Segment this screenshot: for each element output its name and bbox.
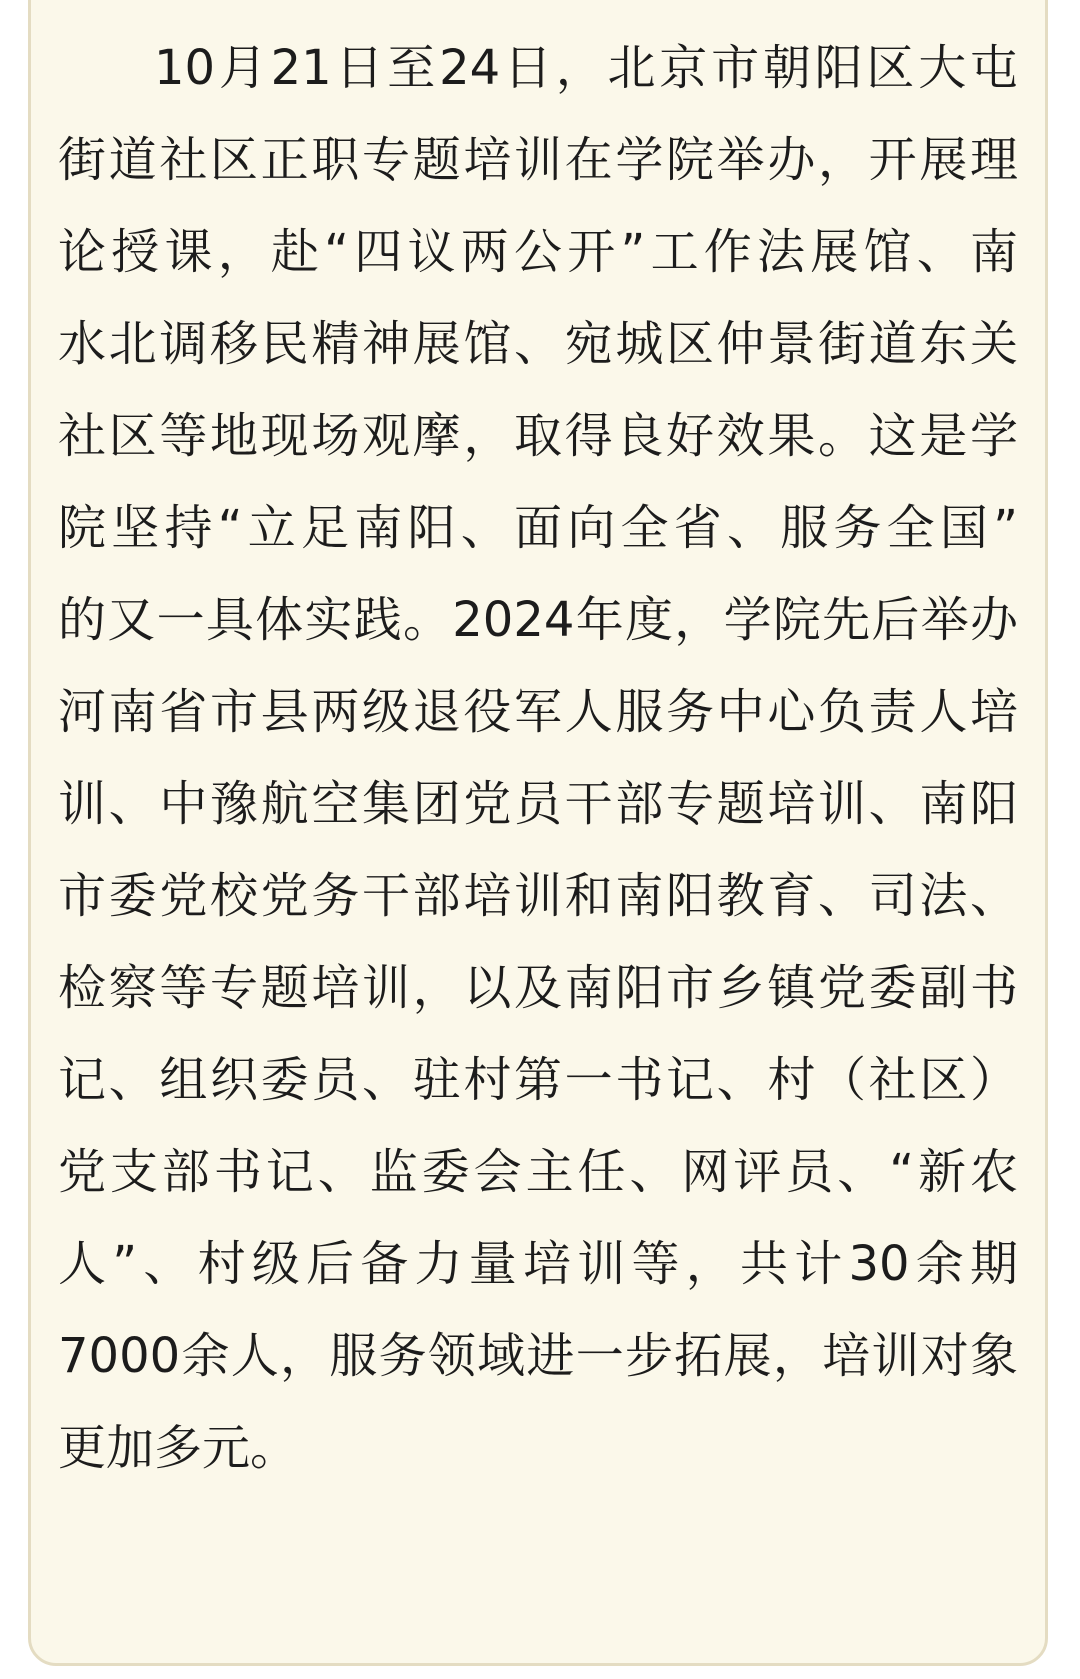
- text-line: 社区等地现场观摩，取得良好效果。这是学: [58, 408, 1018, 464]
- text-line: 的又一具体实践。2024年度，学院先后举办: [58, 592, 1018, 648]
- article-paragraph: [0, 20, 1080, 1580]
- text-line: 党支部书记、监委会主任、网评员、“新农: [58, 1144, 1018, 1200]
- text-line: 论授课，赴“四议两公开”工作法展馆、南: [58, 224, 1018, 280]
- text-line: 记、组织委员、驻村第一书记、村（社区）: [58, 1052, 1018, 1108]
- text-line: 水北调移民精神展馆、宛城区仲景街道东关: [58, 316, 1018, 372]
- text-line: 河南省市县两级退役军人服务中心负责人培: [58, 684, 1018, 740]
- text-line: 院坚持“立足南阳、面向全省、服务全国”: [58, 500, 1018, 556]
- text-line: 更加多元。: [58, 1420, 299, 1476]
- text-line: 人”、村级后备力量培训等，共计30余期: [58, 1236, 1018, 1292]
- text-line: 训、中豫航空集团党员干部专题培训、南阳: [58, 776, 1018, 832]
- text-line: 市委党校党务干部培训和南阳教育、司法、: [58, 868, 1018, 924]
- text-line: 7000余人，服务领域进一步拓展，培训对象: [58, 1328, 1018, 1384]
- text-line: 10月21日至24日，北京市朝阳区大屯: [154, 40, 1018, 96]
- text-line: 街道社区正职专题培训在学院举办，开展理: [58, 132, 1018, 188]
- text-line: 检察等专题培训，以及南阳市乡镇党委副书: [58, 960, 1018, 1016]
